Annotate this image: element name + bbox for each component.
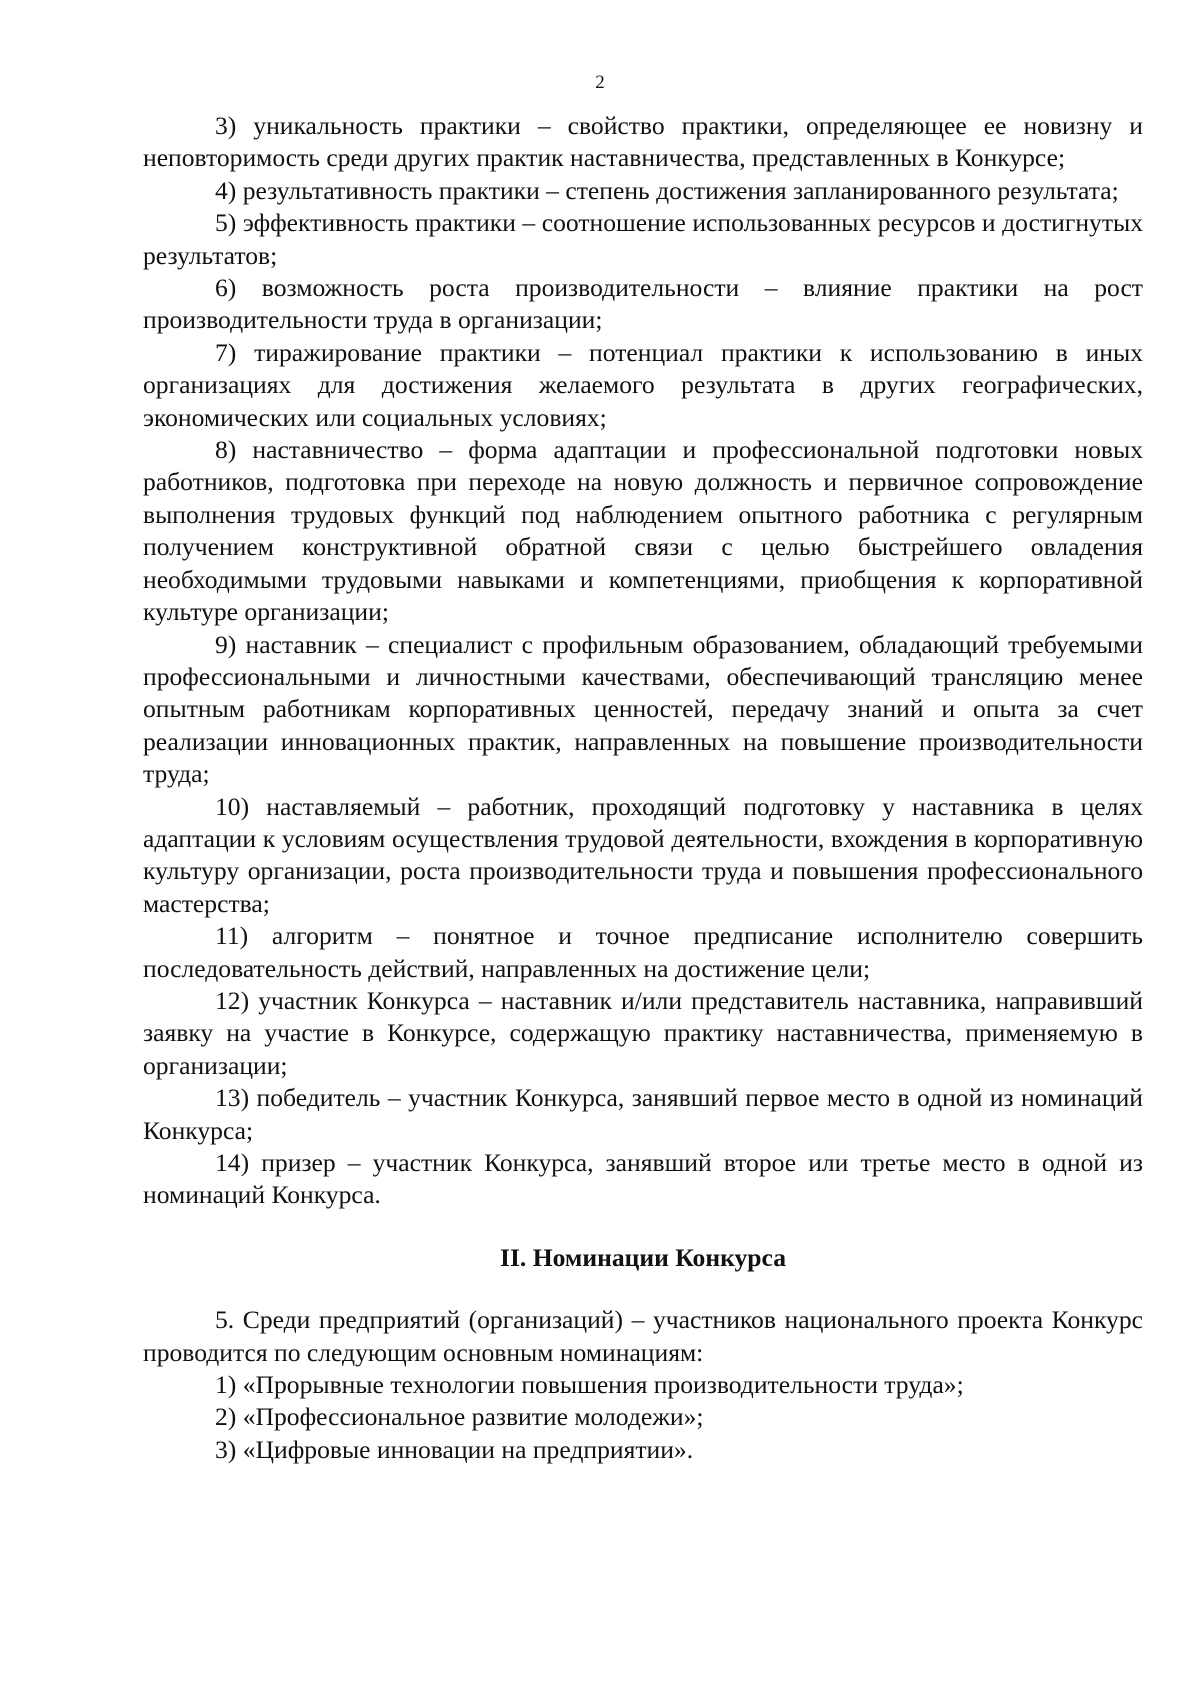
definition-item-10: 10) наставляемый – работник, проходящий подготовку у наставника в целях адаптации к условиям осуществления трудовой деятельности, вхождения в корпоративную культуру организации, роста производительности труда и повышения профессионального мастерства; xyxy=(143,791,1143,918)
document-body xyxy=(143,110,1143,1466)
definition-item-8: 8) наставничество – форма адаптации и профессиональной подготовки новых работников, подготовка при переходе на новую должность и первичное сопровождение выполнения трудовых функций под наблюдением опытного работника с регулярным получением конструктивной обратной связи с целью быстрейшего овладения необходимыми трудовыми навыками и компетенциями, приобщения к корпоративной культуре организации; xyxy=(143,435,1143,627)
definition-item-6: 6) возможность роста производительности – влияние практики на рост производительности труда в организации; xyxy=(143,273,1143,335)
definition-item-3: 3) уникальность практики – свойство практики, определяющее ее новизну и неповторимость среди других практик наставничества, представленных в Конкурсе; xyxy=(143,111,1143,173)
page-number: 2 xyxy=(595,72,605,93)
definition-item-9: 9) наставник – специалист с профильным образованием, обладающий требуемыми профессиональными и личностными качествами, обеспечивающий трансляцию менее опытным работникам корпоративных ценностей, передачу знаний и опыта за счет реализации инновационных практик, направленных на повышение производительности труда; xyxy=(143,629,1143,789)
section-intro: 5. Среди предприятий (организаций) – участников национального проекта Конкурс проводится по следующим основным номинациям: xyxy=(143,1305,1143,1367)
nomination-item-2: 2) «Профессиональное развитие молодежи»; xyxy=(215,1402,704,1432)
definition-item-4: 4) результативность практики – степень достижения запланированного результата; xyxy=(215,175,1119,205)
definition-item-7: 7) тиражирование практики – потенциал практики к использованию в иных организациях для достижения желаемого результата в других географических, экономических или социальных условиях; xyxy=(143,337,1143,432)
definition-item-11: 11) алгоритм – понятное и точное предписание исполнителю совершить последовательность действий, направленных на достижение цели; xyxy=(143,921,1143,983)
definition-item-14: 14) призер – участник Конкурса, занявший второе или третье место в одной из номинаций Конкурса. xyxy=(143,1148,1143,1210)
section-heading: II. Номинации Конкурса xyxy=(499,1242,786,1272)
definition-item-13: 13) победитель – участник Конкурса, занявший первое место в одной из номинаций Конкурса; xyxy=(143,1083,1143,1145)
definition-item-5: 5) эффективность практики – соотношение использованных ресурсов и достигнутых результатов; xyxy=(143,208,1143,270)
definition-item-12: 12) участник Конкурса – наставник и/или представитель наставника, направивший заявку на участие в Конкурсе, содержащую практику наставничества, применяемую в организации; xyxy=(143,985,1143,1080)
nomination-item-1: 1) «Прорывные технологии повышения производительности труда»; xyxy=(215,1370,964,1400)
nomination-item-3: 3) «Цифровые инновации на предприятии». xyxy=(215,1434,694,1464)
